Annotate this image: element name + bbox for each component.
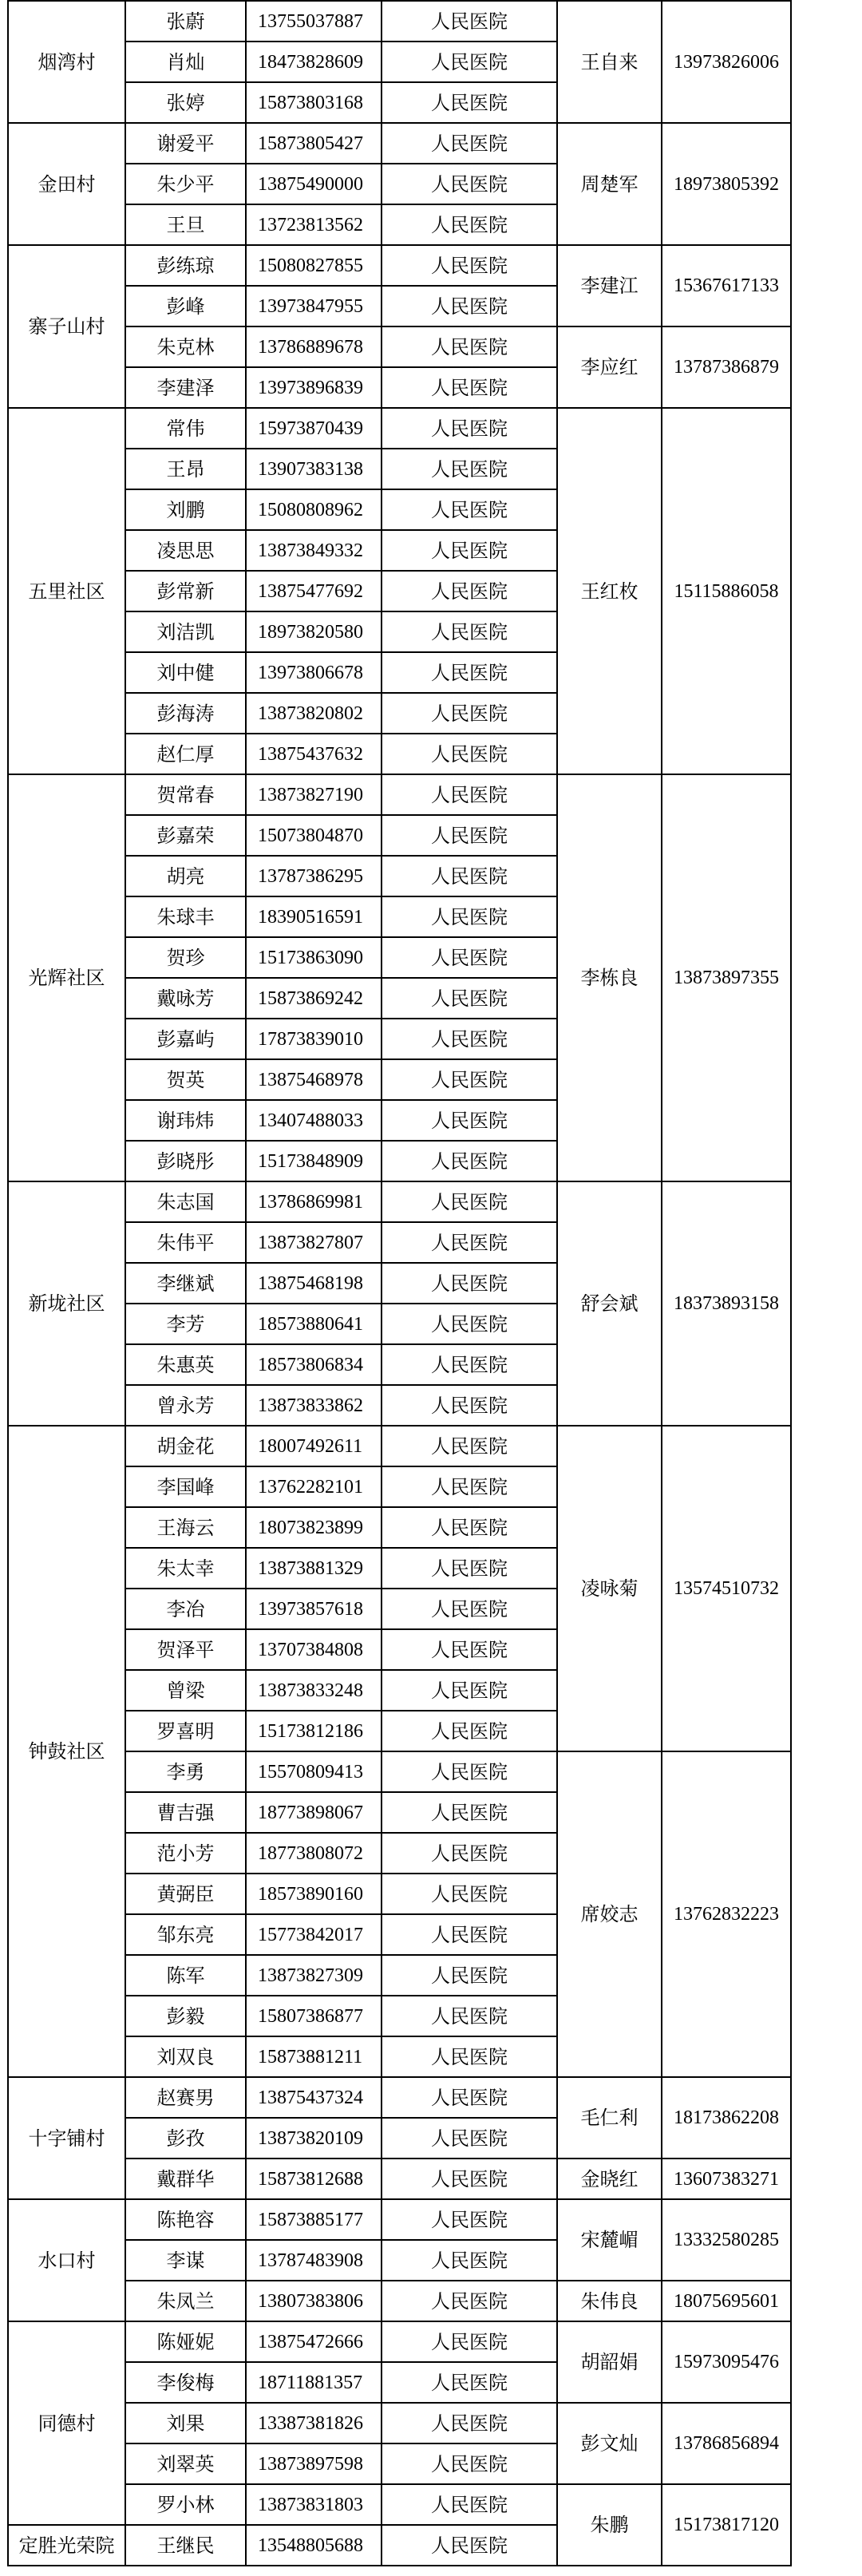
member-phone-cell: 13873827807	[246, 1222, 382, 1263]
member-name-cell: 朱球丰	[125, 896, 246, 937]
member-phone-cell: 13973896839	[246, 367, 382, 408]
member-phone-cell: 13873833248	[246, 1670, 382, 1711]
leader-name-cell: 舒会斌	[557, 1181, 662, 1426]
member-phone-cell: 13873827309	[246, 1955, 382, 1996]
hospital-cell: 人民医院	[382, 2362, 557, 2403]
member-name-cell: 贺珍	[125, 937, 246, 978]
hospital-cell: 人民医院	[382, 2199, 557, 2240]
leader-name-cell: 胡韶娟	[557, 2321, 662, 2403]
member-name-cell: 赵仁厚	[125, 734, 246, 774]
hospital-cell: 人民医院	[382, 734, 557, 774]
leader-phone-cell: 18973805392	[662, 123, 791, 245]
member-phone-cell: 15080808962	[246, 489, 382, 530]
member-name-cell: 范小芳	[125, 1833, 246, 1874]
member-name-cell: 胡亮	[125, 856, 246, 896]
hospital-cell: 人民医院	[382, 1426, 557, 1466]
member-phone-cell: 13407488033	[246, 1100, 382, 1141]
member-phone-cell: 17873839010	[246, 1019, 382, 1059]
table-row	[8, 1181, 791, 1222]
leader-name-cell: 宋麓嵋	[557, 2199, 662, 2281]
village-cell: 金田村	[8, 123, 125, 245]
hospital-cell: 人民医院	[382, 2036, 557, 2077]
member-name-cell: 刘双良	[125, 2036, 246, 2077]
member-name-cell: 彭练琼	[125, 245, 246, 286]
hospital-cell: 人民医院	[382, 164, 557, 204]
hospital-cell: 人民医院	[382, 1711, 557, 1751]
village-cell: 五里社区	[8, 408, 125, 774]
hospital-cell: 人民医院	[382, 2281, 557, 2321]
hospital-cell: 人民医院	[382, 1385, 557, 1426]
member-name-cell: 胡金花	[125, 1426, 246, 1466]
village-cell: 钟鼓社区	[8, 1426, 125, 2077]
table-row	[8, 774, 791, 815]
hospital-cell: 人民医院	[382, 937, 557, 978]
hospital-cell: 人民医院	[382, 1, 557, 42]
hospital-cell: 人民医院	[382, 2159, 557, 2199]
hospital-cell: 人民医院	[382, 1019, 557, 1059]
member-name-cell: 朱太幸	[125, 1548, 246, 1589]
village-cell: 烟湾村	[8, 1, 125, 123]
member-name-cell: 彭晓彤	[125, 1141, 246, 1181]
table-row	[8, 123, 791, 164]
hospital-cell: 人民医院	[382, 1181, 557, 1222]
member-phone-cell: 15873803168	[246, 82, 382, 123]
member-name-cell: 彭海涛	[125, 693, 246, 734]
member-phone-cell: 15873805427	[246, 123, 382, 164]
hospital-cell: 人民医院	[382, 693, 557, 734]
member-name-cell: 李俊梅	[125, 2362, 246, 2403]
member-phone-cell: 13875477692	[246, 571, 382, 611]
member-phone-cell: 15570809413	[246, 1751, 382, 1792]
member-phone-cell: 15807386877	[246, 1996, 382, 2036]
member-name-cell: 常伟	[125, 408, 246, 449]
leader-phone-cell: 13574510732	[662, 1426, 791, 1751]
member-name-cell: 刘鹏	[125, 489, 246, 530]
table-row	[8, 1, 791, 42]
table-row	[8, 2484, 791, 2525]
hospital-cell: 人民医院	[382, 326, 557, 367]
member-phone-cell: 13973857618	[246, 1589, 382, 1629]
hospital-cell: 人民医院	[382, 2240, 557, 2281]
hospital-cell: 人民医院	[382, 204, 557, 245]
table-row	[8, 2199, 791, 2240]
leader-phone-cell: 13762832223	[662, 1751, 791, 2077]
member-phone-cell: 18573806834	[246, 1344, 382, 1385]
leader-name-cell: 李建江	[557, 245, 662, 326]
hospital-cell: 人民医院	[382, 1629, 557, 1670]
member-phone-cell: 13873833862	[246, 1385, 382, 1426]
leader-name-cell: 金晓红	[557, 2159, 662, 2199]
member-name-cell: 李谋	[125, 2240, 246, 2281]
hospital-cell: 人民医院	[382, 652, 557, 693]
hospital-cell: 人民医院	[382, 1792, 557, 1833]
member-name-cell: 王海云	[125, 1507, 246, 1548]
hospital-cell: 人民医院	[382, 245, 557, 286]
member-name-cell: 朱凤兰	[125, 2281, 246, 2321]
village-cell: 水口村	[8, 2199, 125, 2321]
hospital-cell: 人民医院	[382, 1507, 557, 1548]
leader-name-cell: 王自来	[557, 1, 662, 123]
hospital-cell: 人民医院	[382, 1874, 557, 1914]
leader-phone-cell: 13973826006	[662, 1, 791, 123]
member-phone-cell: 13762282101	[246, 1466, 382, 1507]
member-name-cell: 王旦	[125, 204, 246, 245]
member-name-cell: 贺泽平	[125, 1629, 246, 1670]
member-phone-cell: 13873831803	[246, 2484, 382, 2525]
member-name-cell: 贺英	[125, 1059, 246, 1100]
member-phone-cell: 13755037887	[246, 1, 382, 42]
member-phone-cell: 13787386295	[246, 856, 382, 896]
table-row	[8, 245, 791, 286]
contact-table	[7, 0, 792, 2566]
village-cell: 新垅社区	[8, 1181, 125, 1426]
member-name-cell: 赵赛男	[125, 2077, 246, 2118]
hospital-cell: 人民医院	[382, 82, 557, 123]
table-row	[8, 1426, 791, 1466]
member-phone-cell: 18773808072	[246, 1833, 382, 1874]
member-name-cell: 彭嘉屿	[125, 1019, 246, 1059]
hospital-cell: 人民医院	[382, 1751, 557, 1792]
leader-name-cell: 毛仁利	[557, 2077, 662, 2159]
member-name-cell: 戴群华	[125, 2159, 246, 2199]
leader-name-cell: 凌咏菊	[557, 1426, 662, 1751]
member-phone-cell: 15773842017	[246, 1914, 382, 1955]
member-name-cell: 谢爱平	[125, 123, 246, 164]
hospital-cell: 人民医院	[382, 286, 557, 326]
leader-name-cell: 朱伟良	[557, 2281, 662, 2321]
member-name-cell: 王昂	[125, 449, 246, 489]
member-name-cell: 李建泽	[125, 367, 246, 408]
hospital-cell: 人民医院	[382, 2077, 557, 2118]
member-phone-cell: 13807383806	[246, 2281, 382, 2321]
hospital-cell: 人民医院	[382, 2118, 557, 2159]
member-name-cell: 刘果	[125, 2403, 246, 2443]
member-phone-cell: 13873827190	[246, 774, 382, 815]
hospital-cell: 人民医院	[382, 1141, 557, 1181]
member-name-cell: 贺常春	[125, 774, 246, 815]
member-name-cell: 李勇	[125, 1751, 246, 1792]
table-row	[8, 2159, 791, 2199]
leader-name-cell: 王红枚	[557, 408, 662, 774]
hospital-cell: 人民医院	[382, 1548, 557, 1589]
hospital-cell: 人民医院	[382, 2484, 557, 2525]
hospital-cell: 人民医院	[382, 1263, 557, 1304]
contact-table-body	[8, 1, 791, 2566]
hospital-cell: 人民医院	[382, 1996, 557, 2036]
table-row	[8, 2281, 791, 2321]
village-cell: 十字铺村	[8, 2077, 125, 2199]
member-phone-cell: 13875468978	[246, 1059, 382, 1100]
member-phone-cell: 18007492611	[246, 1426, 382, 1466]
member-phone-cell: 15873885177	[246, 2199, 382, 2240]
member-phone-cell: 13723813562	[246, 204, 382, 245]
member-phone-cell: 13875437324	[246, 2077, 382, 2118]
leader-phone-cell: 18373893158	[662, 1181, 791, 1426]
member-name-cell: 曾永芳	[125, 1385, 246, 1426]
village-cell: 同德村	[8, 2321, 125, 2525]
member-phone-cell: 13973806678	[246, 652, 382, 693]
member-phone-cell: 18773898067	[246, 1792, 382, 1833]
member-name-cell: 彭毅	[125, 1996, 246, 2036]
hospital-cell: 人民医院	[382, 2403, 557, 2443]
member-phone-cell: 13387381826	[246, 2403, 382, 2443]
member-name-cell: 张婷	[125, 82, 246, 123]
hospital-cell: 人民医院	[382, 1059, 557, 1100]
hospital-cell: 人民医院	[382, 123, 557, 164]
member-name-cell: 凌思思	[125, 530, 246, 571]
member-phone-cell: 15080827855	[246, 245, 382, 286]
leader-name-cell: 彭文灿	[557, 2403, 662, 2484]
member-name-cell: 李冶	[125, 1589, 246, 1629]
member-phone-cell: 15173863090	[246, 937, 382, 978]
member-name-cell: 曹吉强	[125, 1792, 246, 1833]
hospital-cell: 人民医院	[382, 1344, 557, 1385]
leader-phone-cell: 13787386879	[662, 326, 791, 408]
member-phone-cell: 15873812688	[246, 2159, 382, 2199]
member-name-cell: 张蔚	[125, 1, 246, 42]
member-name-cell: 彭嘉荣	[125, 815, 246, 856]
member-phone-cell: 18573890160	[246, 1874, 382, 1914]
hospital-cell: 人民医院	[382, 1466, 557, 1507]
member-phone-cell: 18073823899	[246, 1507, 382, 1548]
hospital-cell: 人民医院	[382, 571, 557, 611]
leader-phone-cell: 15973095476	[662, 2321, 791, 2403]
leader-phone-cell: 13332580285	[662, 2199, 791, 2281]
member-name-cell: 谢玮炜	[125, 1100, 246, 1141]
member-name-cell: 陈艳容	[125, 2199, 246, 2240]
member-name-cell: 李继斌	[125, 1263, 246, 1304]
member-name-cell: 李国峰	[125, 1466, 246, 1507]
member-phone-cell: 13873820802	[246, 693, 382, 734]
table-row	[8, 408, 791, 449]
member-phone-cell: 13548805688	[246, 2525, 382, 2566]
member-name-cell: 朱志国	[125, 1181, 246, 1222]
member-name-cell: 刘中健	[125, 652, 246, 693]
hospital-cell: 人民医院	[382, 1100, 557, 1141]
member-phone-cell: 13787483908	[246, 2240, 382, 2281]
table-row	[8, 1751, 791, 1792]
hospital-cell: 人民医院	[382, 1955, 557, 1996]
leader-phone-cell: 13873897355	[662, 774, 791, 1181]
table-row	[8, 2321, 791, 2362]
member-name-cell: 陈军	[125, 1955, 246, 1996]
hospital-cell: 人民医院	[382, 856, 557, 896]
member-name-cell: 李芳	[125, 1304, 246, 1344]
table-row	[8, 2077, 791, 2118]
member-phone-cell: 18573880641	[246, 1304, 382, 1344]
member-phone-cell: 13786889678	[246, 326, 382, 367]
member-name-cell: 彭峰	[125, 286, 246, 326]
member-name-cell: 黄弼臣	[125, 1874, 246, 1914]
member-name-cell: 彭孜	[125, 2118, 246, 2159]
hospital-cell: 人民医院	[382, 978, 557, 1019]
member-phone-cell: 15173848909	[246, 1141, 382, 1181]
hospital-cell: 人民医院	[382, 1589, 557, 1629]
hospital-cell: 人民医院	[382, 367, 557, 408]
hospital-cell: 人民医院	[382, 896, 557, 937]
village-cell: 光辉社区	[8, 774, 125, 1181]
member-name-cell: 王继民	[125, 2525, 246, 2566]
member-name-cell: 彭常新	[125, 571, 246, 611]
member-phone-cell: 13873820109	[246, 2118, 382, 2159]
member-phone-cell: 13875468198	[246, 1263, 382, 1304]
hospital-cell: 人民医院	[382, 2321, 557, 2362]
hospital-cell: 人民医院	[382, 1222, 557, 1263]
member-name-cell: 戴咏芳	[125, 978, 246, 1019]
member-phone-cell: 13875437632	[246, 734, 382, 774]
hospital-cell: 人民医院	[382, 2443, 557, 2484]
table-row	[8, 2403, 791, 2443]
leader-name-cell: 李应红	[557, 326, 662, 408]
member-phone-cell: 13873881329	[246, 1548, 382, 1589]
member-phone-cell: 13873849332	[246, 530, 382, 571]
member-name-cell: 朱惠英	[125, 1344, 246, 1385]
contact-table-container	[7, 0, 792, 2566]
member-name-cell: 朱少平	[125, 164, 246, 204]
village-cell: 寨子山村	[8, 245, 125, 408]
member-name-cell: 朱伟平	[125, 1222, 246, 1263]
member-phone-cell: 13973847955	[246, 286, 382, 326]
member-name-cell: 邹东亮	[125, 1914, 246, 1955]
member-phone-cell: 13786869981	[246, 1181, 382, 1222]
table-row	[8, 326, 791, 367]
hospital-cell: 人民医院	[382, 489, 557, 530]
hospital-cell: 人民医院	[382, 611, 557, 652]
leader-phone-cell: 18075695601	[662, 2281, 791, 2321]
leader-phone-cell: 15173817120	[662, 2484, 791, 2566]
member-name-cell: 刘翠英	[125, 2443, 246, 2484]
leader-phone-cell: 13786856894	[662, 2403, 791, 2484]
leader-name-cell: 周楚军	[557, 123, 662, 245]
member-name-cell: 肖灿	[125, 42, 246, 82]
member-phone-cell: 15973870439	[246, 408, 382, 449]
hospital-cell: 人民医院	[382, 42, 557, 82]
member-name-cell: 罗小林	[125, 2484, 246, 2525]
hospital-cell: 人民医院	[382, 1914, 557, 1955]
hospital-cell: 人民医院	[382, 1670, 557, 1711]
hospital-cell: 人民医院	[382, 530, 557, 571]
member-phone-cell: 13875472666	[246, 2321, 382, 2362]
hospital-cell: 人民医院	[382, 408, 557, 449]
member-phone-cell: 13873897598	[246, 2443, 382, 2484]
leader-name-cell: 李栋良	[557, 774, 662, 1181]
member-phone-cell: 13707384808	[246, 1629, 382, 1670]
member-phone-cell: 15873869242	[246, 978, 382, 1019]
member-name-cell: 陈娅妮	[125, 2321, 246, 2362]
leader-phone-cell: 18173862208	[662, 2077, 791, 2159]
leader-phone-cell: 13607383271	[662, 2159, 791, 2199]
hospital-cell: 人民医院	[382, 2525, 557, 2566]
hospital-cell: 人民医院	[382, 1304, 557, 1344]
member-name-cell: 曾梁	[125, 1670, 246, 1711]
member-phone-cell: 18390516591	[246, 896, 382, 937]
member-phone-cell: 15173812186	[246, 1711, 382, 1751]
member-name-cell: 朱克林	[125, 326, 246, 367]
leader-phone-cell: 15115886058	[662, 408, 791, 774]
hospital-cell: 人民医院	[382, 774, 557, 815]
leader-name-cell: 席姣志	[557, 1751, 662, 2077]
hospital-cell: 人民医院	[382, 815, 557, 856]
member-name-cell: 罗喜明	[125, 1711, 246, 1751]
member-phone-cell: 18711881357	[246, 2362, 382, 2403]
member-phone-cell: 13875490000	[246, 164, 382, 204]
hospital-cell: 人民医院	[382, 1833, 557, 1874]
member-name-cell: 刘洁凯	[125, 611, 246, 652]
leader-name-cell: 朱鹏	[557, 2484, 662, 2566]
member-phone-cell: 18973820580	[246, 611, 382, 652]
member-phone-cell: 18473828609	[246, 42, 382, 82]
leader-phone-cell: 15367617133	[662, 245, 791, 326]
member-phone-cell: 15873881211	[246, 2036, 382, 2077]
village-cell: 定胜光荣院	[8, 2525, 125, 2566]
member-phone-cell: 13907383138	[246, 449, 382, 489]
member-phone-cell: 15073804870	[246, 815, 382, 856]
hospital-cell: 人民医院	[382, 449, 557, 489]
